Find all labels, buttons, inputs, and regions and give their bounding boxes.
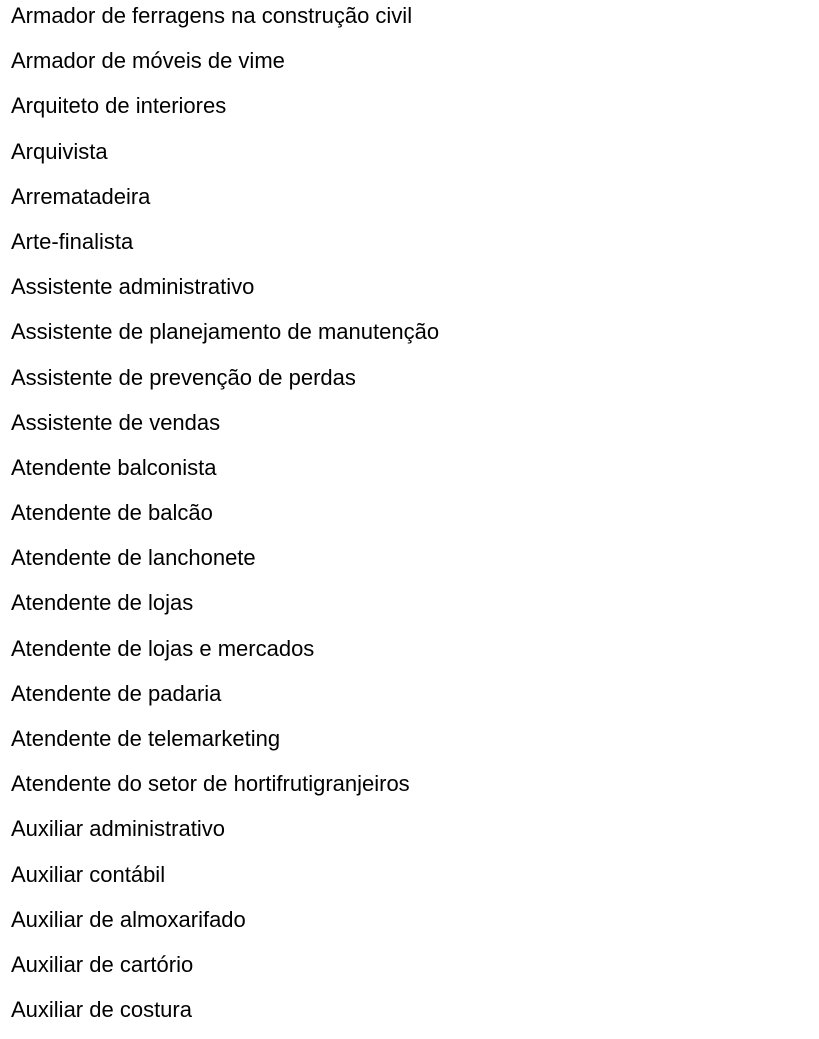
list-item: Assistente de vendas <box>11 409 221 435</box>
list-item: Assistente administrativo <box>11 274 255 300</box>
list-item: Auxiliar de costura <box>11 997 192 1023</box>
list-item: Assistente de planejamento de manutenção <box>11 319 440 345</box>
list-item: Atendente de padaria <box>11 680 222 706</box>
list-item: Armador de móveis de vime <box>11 48 285 74</box>
list-item: Atendente de lojas e mercados <box>11 635 315 661</box>
list-item: Atendente balconista <box>11 454 217 480</box>
list-item: Arquiteto de interiores <box>11 93 227 119</box>
list-item: Auxiliar administrativo <box>11 816 225 842</box>
list-item: Arrematadeira <box>11 183 151 209</box>
list-item: Assistente de prevenção de perdas <box>11 364 356 390</box>
list-item: Atendente de lanchonete <box>11 545 256 571</box>
list-item: Arquivista <box>11 138 108 164</box>
list-item: Auxiliar contábil <box>11 861 166 887</box>
list-item: Atendente de balcão <box>11 500 213 526</box>
list-item: Armador de ferragens na construção civil <box>11 3 413 28</box>
occupation-list <box>11 0 439 1039</box>
list-item: Arte-finalista <box>11 228 134 254</box>
list-item: Atendente do setor de hortifrutigranjeiros <box>11 771 410 797</box>
list-item: Auxiliar de almoxarifado <box>11 906 246 932</box>
list-item: Atendente de lojas <box>11 590 194 616</box>
list-item: Auxiliar de cartório <box>11 951 194 977</box>
list-item: Atendente de telemarketing <box>11 726 281 751</box>
